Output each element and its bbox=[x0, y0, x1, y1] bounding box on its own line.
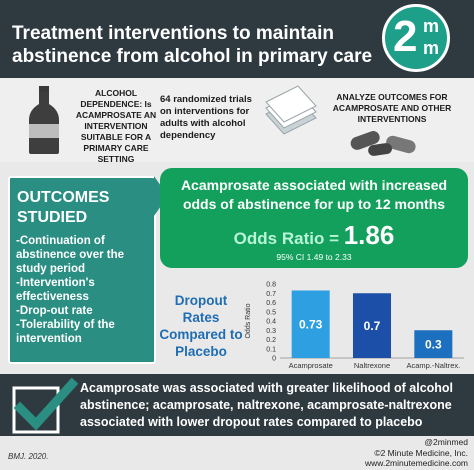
bottle-icon bbox=[24, 84, 64, 156]
analysis-text: ANALYZE OUTCOMES FOR ACAMPROSATE AND OTHER INTERVENTIONS bbox=[332, 92, 452, 124]
logo-letter-top: m bbox=[423, 16, 440, 36]
confidence-interval: 95% CI 1.49 to 2.33 bbox=[276, 252, 352, 262]
page-title: Treatment interventions to maintain abstinence from alcohol in primary care bbox=[12, 23, 373, 67]
outcome-item: -Tolerability of the intervention bbox=[16, 319, 115, 345]
source-citation: BMJ. 2020. bbox=[8, 452, 49, 461]
header-bar bbox=[0, 0, 474, 78]
outcomes-panel bbox=[8, 176, 156, 364]
outcome-item: -Drop-out rate bbox=[16, 305, 93, 317]
y-tick-label: 0.7 bbox=[266, 290, 276, 298]
outcome-item: -Continuation of abstinence over the study period bbox=[16, 235, 125, 275]
y-tick-label: 0.2 bbox=[266, 337, 276, 344]
y-axis-label: Odds Ratio bbox=[245, 303, 252, 339]
outcomes-title-line2: STUDIED bbox=[17, 209, 88, 226]
result-panel bbox=[160, 168, 468, 268]
dropout-bar-chart bbox=[240, 278, 468, 372]
intro-row bbox=[0, 78, 474, 162]
bar-value-label: 0.3 bbox=[424, 337, 442, 352]
y-tick-label: 0.3 bbox=[266, 327, 276, 335]
footer-credits bbox=[330, 437, 468, 469]
y-tick-label: 0.6 bbox=[266, 300, 276, 307]
odds-ratio-value: 1.86 bbox=[343, 220, 395, 250]
y-tick-label: 0.4 bbox=[266, 318, 276, 326]
checkmark-icon bbox=[6, 378, 78, 438]
result-statement: Acamprosate associated with increased odds of abstinence for up to 12 months bbox=[180, 177, 448, 212]
y-tick-label: 0.1 bbox=[266, 346, 276, 354]
odds-ratio-row bbox=[160, 220, 468, 251]
x-tick-label: Acamp.-Naltrex. bbox=[406, 361, 461, 370]
twitter-handle[interactable]: @2minmed bbox=[424, 437, 468, 447]
y-tick-label: 0 bbox=[272, 355, 276, 363]
bar-value-label: 0.7 bbox=[363, 319, 381, 334]
bar-value-label: 0.73 bbox=[298, 317, 323, 332]
logo-digit: 2 bbox=[393, 12, 418, 61]
condition-text: ALCOHOL DEPENDENCE: Is ACAMPROSATE AN INTERVENTION SUITABLE FOR A PRIMARY CARE SETTING bbox=[75, 88, 157, 164]
outcomes-title-line1: OUTCOMES bbox=[17, 189, 110, 206]
x-tick-label: Naltrexone bbox=[353, 361, 391, 370]
outcomes-title bbox=[17, 188, 109, 228]
y-tick-label: 0.5 bbox=[266, 309, 276, 317]
odds-ratio-label: Odds Ratio = bbox=[233, 229, 344, 248]
dropout-caption: Dropout Rates Compared to Placebo bbox=[159, 293, 243, 359]
documents-icon bbox=[258, 84, 322, 144]
conclusion-text: Acamprosate was associated with greater likelihood of alcohol abstinence; acamprosate, naltrexone, acamprosate-naltrexone associated with lower dropout rates compared to placebo bbox=[80, 381, 454, 429]
trials-text: 64 randomized trials on interventions for adults with alcohol dependency bbox=[160, 94, 252, 141]
logo-letter-bottom: m bbox=[423, 38, 440, 58]
outcomes-list bbox=[16, 234, 156, 346]
y-tick-label: 0.8 bbox=[266, 281, 276, 289]
brand-logo[interactable] bbox=[382, 4, 450, 72]
pills-icon bbox=[346, 126, 436, 158]
website-link[interactable]: www.2minutemedicine.com bbox=[365, 458, 468, 468]
x-tick-label: Acamprosate bbox=[288, 361, 333, 370]
outcome-item: -Intervention's effectiveness bbox=[16, 277, 95, 303]
copyright: ©2 Minute Medicine, Inc. bbox=[374, 447, 468, 458]
